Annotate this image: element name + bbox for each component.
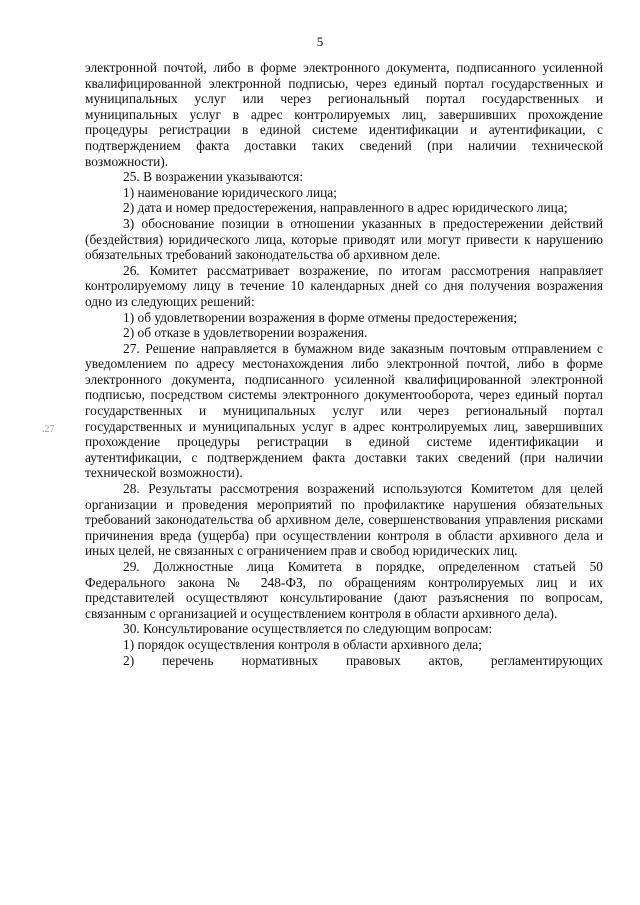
paragraph: 26. Комитет рассматривает возражение, по итогам рассмотрения направляет контролируемому лицу в течение 10 календарных дней со дня получения возражения одно из следующих решений: bbox=[85, 262, 603, 309]
paragraph: 27. Решение направляется в бумажном виде заказным почтовым отправлением с уведомлением по адресу местонахождения либо электронной почтой, либо в форме электронного документа, подписанного усиленной квалифицированной электронной подписью, посредством системы электронного документооборота, через единый портал государственных и муниципальных услуг или через региональный портал государственных и муниципальных услуг в адрес контролируемых лиц, завершивших прохождение процедуры регистрации в единой системе идентификации и аутентификации, с подтверждением факта доставки таких сведений (при наличии технической возможности). bbox=[85, 340, 603, 481]
margin-mark: .27 bbox=[42, 424, 55, 435]
paragraph: 1) об удовлетворении возражения в форме отмены предостережения; bbox=[123, 309, 518, 325]
page-number: 5 bbox=[316, 34, 324, 49]
paragraph: электронной почтой, либо в форме электронного документа, подписанного усиленной квалифицированной электронной подписью, через единый портал государственных и муниципальных услуг или через региональный портал государственных и муниципальных услуг в адрес контролируемых лиц, завершивших прохождение процедуры регистрации в единой системе идентификации и аутентификации, с подтверждением факта доставки таких сведений (при наличии технической возможности). bbox=[85, 60, 603, 169]
paragraph: 3) обоснование позиции в отношении указанных в предостережении действий (бездействия) юридического лица, которые приводят или могут привести к нарушению обязательных требований законодательства об архивном деле. bbox=[85, 215, 603, 263]
paragraph: 2) об отказе в удовлетворении возражения. bbox=[123, 325, 368, 341]
paragraph: 29. Должностные лица Комитета в порядке, определенном статьей 50 Федерального закона № 248-ФЗ, по обращениям контролируемых лиц и их представителей осуществляют консультирование (дают разъяснения по вопросам, связанным с организацией и осуществлением контроля в области архивного дела). bbox=[85, 559, 603, 621]
paragraph: 2) дата и номер предостережения, направленного в адрес юридического лица; bbox=[123, 200, 568, 216]
paragraph: 25. В возражении указываются: bbox=[123, 169, 304, 185]
paragraph: 1) порядок осуществления контроля в области архивного дела; bbox=[123, 636, 482, 652]
paragraph: 28. Результаты рассмотрения возражений используются Комитетом для целей организации и проведения мероприятий по профилактике нарушения обязательных требований законодательства об архивном деле, совершенствования управления рисками причинения вреда (ущерба) при осуществлении контроля в области архивного дела и иных целей, не связанных с ограничением прав и свобод юридических лиц. bbox=[85, 481, 603, 559]
paragraph: 30. Консультирование осуществляется по следующим вопросам: bbox=[123, 621, 493, 637]
paragraph: 2) перечень нормативных правовых актов, регламентирующих bbox=[123, 652, 603, 668]
document-body bbox=[85, 60, 603, 668]
paragraph: 1) наименование юридического лица; bbox=[123, 184, 337, 200]
